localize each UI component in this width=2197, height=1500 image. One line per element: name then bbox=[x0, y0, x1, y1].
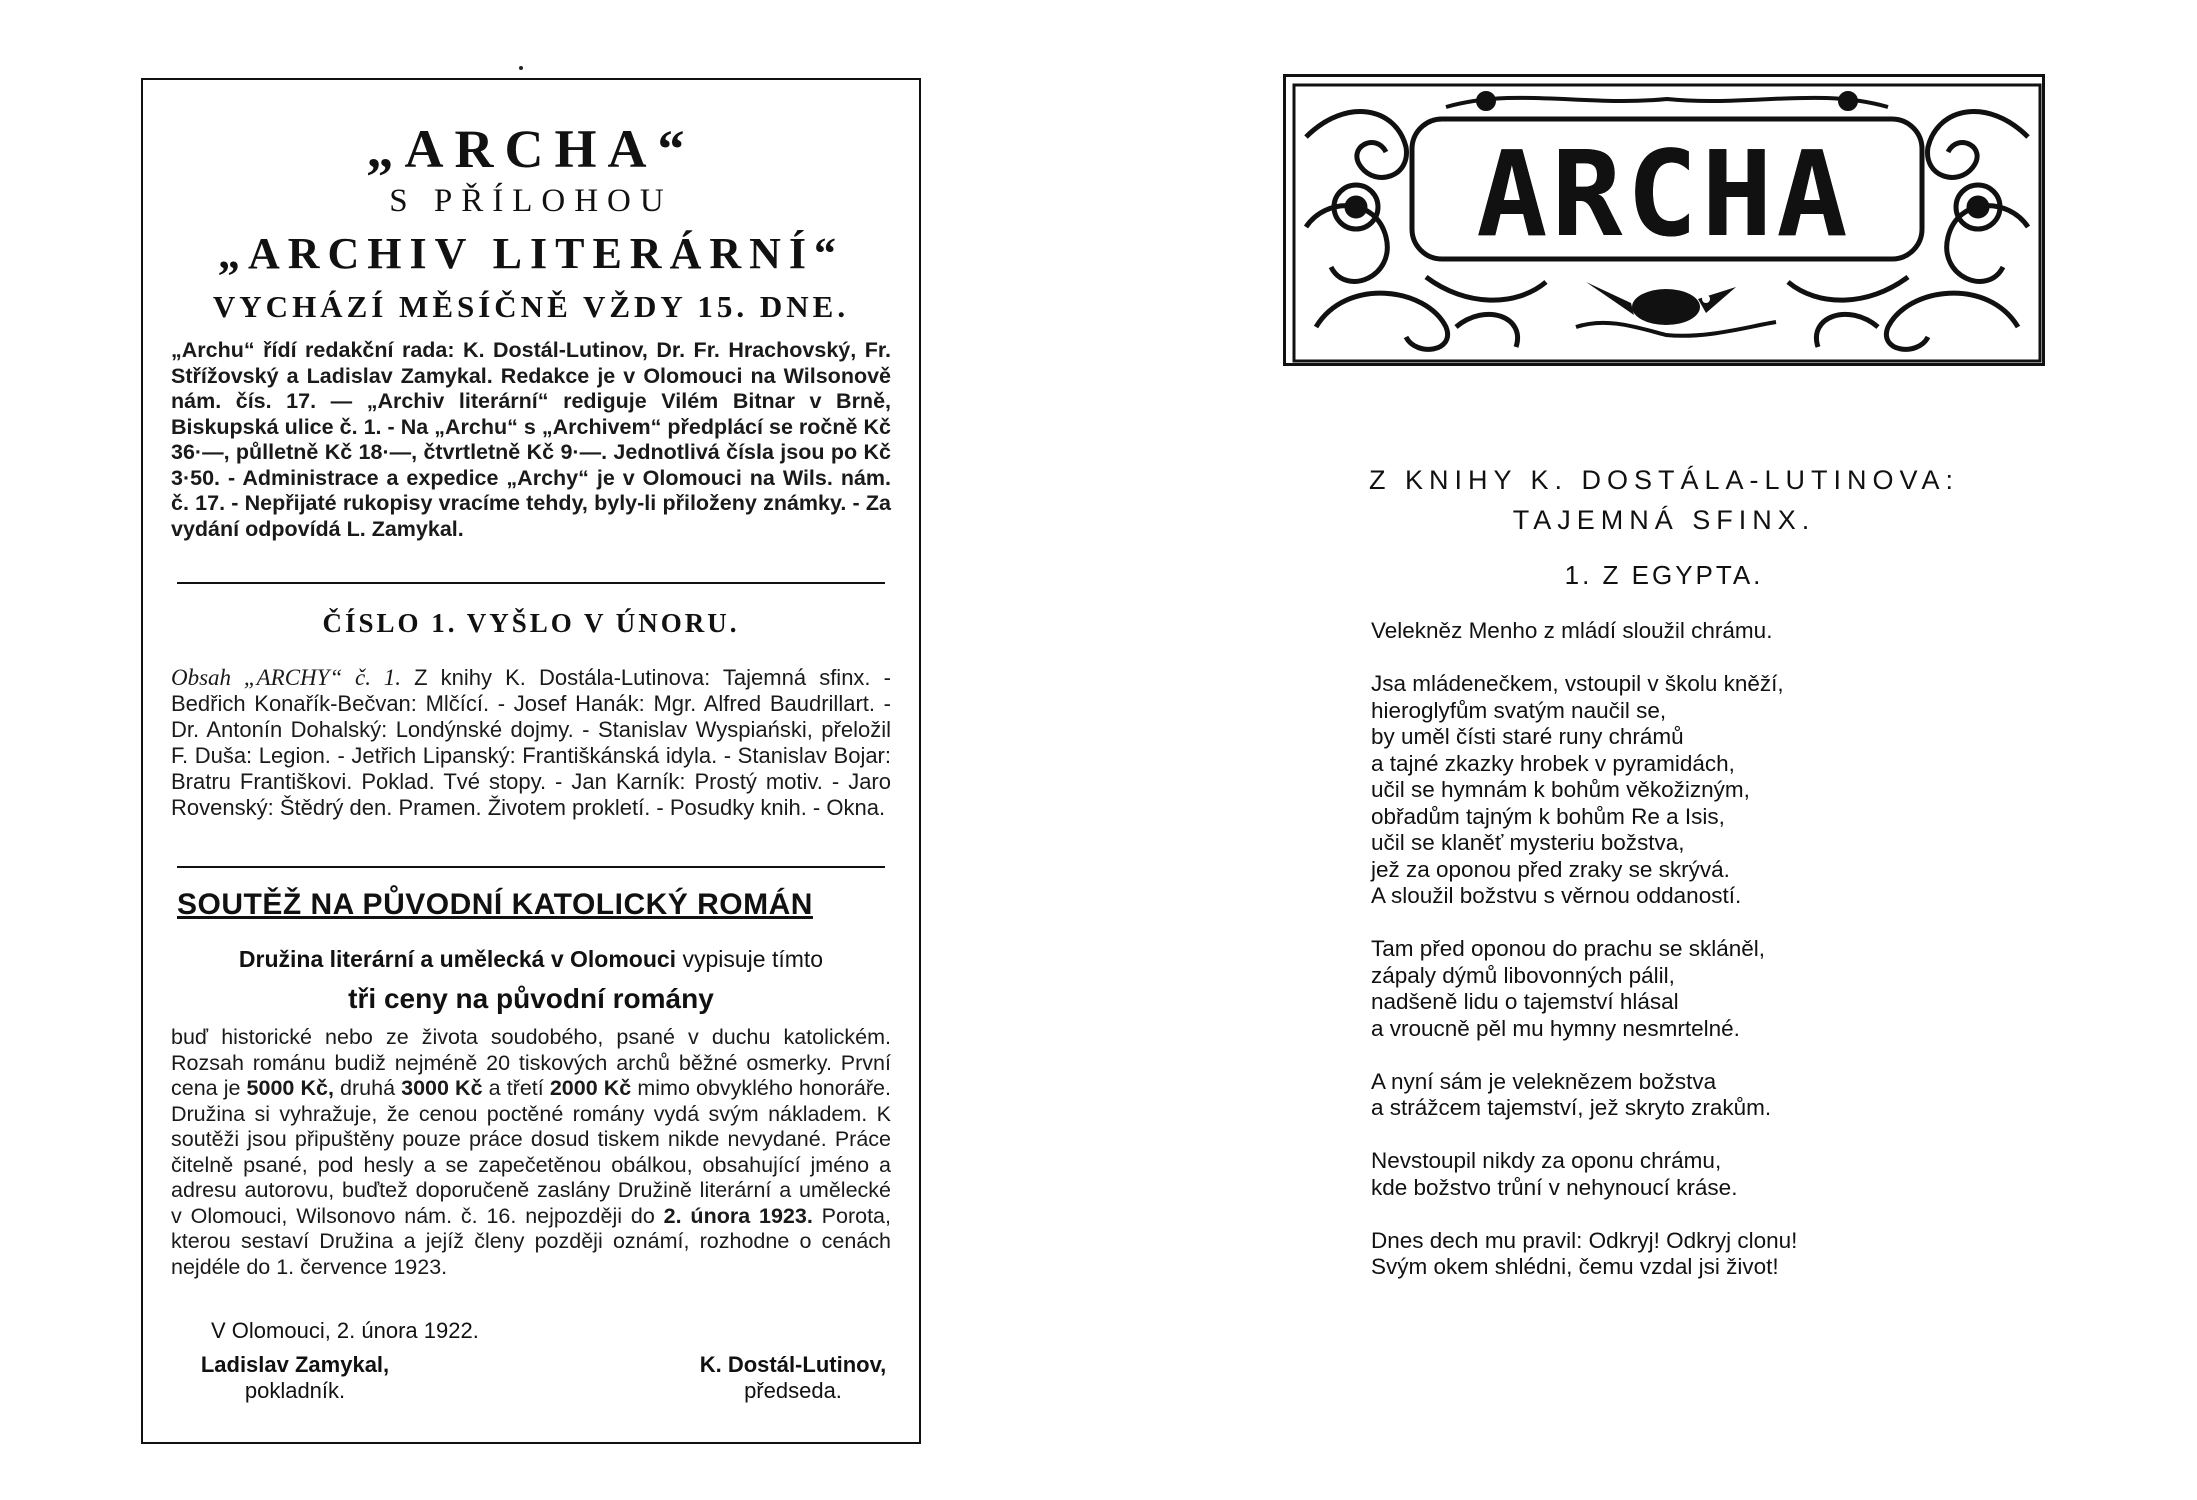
poem-body bbox=[1371, 618, 2021, 1307]
poem-stanza bbox=[1371, 1069, 2021, 1122]
divider bbox=[177, 866, 885, 868]
poem-heading bbox=[1283, 460, 2045, 540]
poem-line: Svým okem shlédni, čemu vzdal jsi život! bbox=[1371, 1254, 1779, 1279]
supplement-title: „ARCHIV LITERÁRNÍ“ bbox=[217, 229, 845, 278]
organizer-name: Družina literární a umělecká v Olomouci bbox=[238, 946, 677, 972]
organizer-rest: vypisuje tímto bbox=[682, 946, 824, 972]
contents-paragraph bbox=[171, 665, 891, 821]
poem-line: a strážcem tajemství, jež skryto zrakům. bbox=[1371, 1095, 1772, 1120]
poem-line: Tam před oponou do prachu se skláněl, bbox=[1371, 936, 1766, 961]
date-line: V Olomouci, 2. února 1922. bbox=[211, 1318, 479, 1343]
contest-details bbox=[171, 1025, 891, 1280]
publication-frequency: VYCHÁZÍ MĚSÍČNĚ VŽDY 15. DNE. bbox=[212, 289, 850, 324]
poem-line: a tajné zkazky hrobek v pyramidách, bbox=[1371, 750, 1735, 776]
contest-deadline: 2. února 1923. bbox=[663, 1203, 813, 1228]
advertisement-box bbox=[141, 78, 921, 1444]
contest-text: Porota, kterou sestaví Družina a jejíž členy později oznámí, rozhodne o cenách nejdéle do 1. července 1923. bbox=[171, 1203, 891, 1279]
banner-title: ARCHA bbox=[1476, 125, 1852, 263]
contest-text: a třetí bbox=[488, 1076, 544, 1100]
contents-list: Z knihy K. Dostála-Lutinova: Tajemná sfinx. - Bedřich Konařík-Bečvan: Mlčící. - Josef Hanák: Mgr. Alfred Baudrillart. - Dr. Antonín Dohalský: Londýnské dojmy. - Stanislav Wyspiański, přeložil F. Duša: Legion. - Jetřich Lipanský: Františkánská idyla. - Stanislav Bojar: Bratru Františkovi. Poklad. Tvé stopy. - Jan Karník: Prostý motiv. - Jaro Rovenský: Štědrý den. Pramen. Životem prokletí. - Posudky knih. - Okna. bbox=[171, 665, 891, 820]
contest-prizes: tři ceny na původní romány bbox=[348, 983, 714, 1014]
prize-third: 2000 Kč bbox=[549, 1076, 632, 1100]
poem-heading-line: TAJEMNÁ SFINX. bbox=[1512, 505, 1816, 535]
contest-text: buď historické nebo ze života soudobého, psané v duchu katolickém. Rozsah románu budiž nejméně 20 tiskových archů běžné osmerky. První cena je bbox=[171, 1025, 891, 1100]
signature-role: pokladník. bbox=[244, 1378, 346, 1403]
poem-line: A sloužil božstvu s věrnou oddaností. bbox=[1371, 883, 1742, 908]
poem-line: jež za oponou před zraky se skrývá. bbox=[1371, 856, 1730, 882]
signature-role: předseda. bbox=[744, 1378, 842, 1403]
poem-stanza bbox=[1371, 671, 2021, 910]
issue-heading: ČÍSLO 1. VYŠLO V ÚNORU. bbox=[322, 608, 740, 638]
poem-line: Dnes dech mu pravil: Odkryj! Odkryj clonu! bbox=[1371, 1227, 1798, 1253]
signature-name: K. Dostál-Lutinov, bbox=[699, 1352, 887, 1377]
poem-line: by uměl čísti staré runy chrámů bbox=[1371, 724, 1684, 749]
stray-dot bbox=[519, 66, 523, 70]
poem-stanza bbox=[1371, 1148, 2021, 1201]
contest-text: mimo obvyklého honoráře. Družina si vyhražuje, že cenou poctěné romány vydá svým nákladem. K soutěži jsou připuštěny pouze práce dosud tiskem nikde nevydané. Práce čitelně psané, pod hesly a se zapečetěnou obálkou, obsahující jméno a adresu autorovu, buďtež doporučeně zaslány Družině literární a umělecké v Olomouci, Wilsonovo nám. č. 16. nejpozději do bbox=[171, 1076, 891, 1228]
contest-text: druhá bbox=[340, 1076, 396, 1100]
prize-first: 5000 Kč, bbox=[246, 1076, 334, 1100]
poem-line: učil se klaněť mysteriu božstva, bbox=[1371, 830, 1685, 855]
poem-line: zápaly dýmů libovonných pálil, bbox=[1371, 962, 1675, 988]
editorial-info: „Archu“ řídí redakční rada: K. Dostál-Lutinov, Dr. Fr. Hrachovský, Fr. Střížovský a Ladislav Zamykal. Redakce je v Olomouci na Wilsonově nám. čís. 17. — „Archiv literární“ rediguje Vilém Bitnar v Brně, Biskupská ulice č. 1. - Na „Archu“ s „Archivem“ předplácí se ročně Kč 36·—, půlletně Kč 18·—, čtvrtletně Kč 9·—. Jednotlivá čísla jsou po Kč 3·50. - Administrace a expedice „Archy“ je v Olomouci na Wils. nám. č. 17. - Nepřijaté rukopisy vracíme tehdy, byly-li přiloženy známky. - Za vydání odpovídá L. Zamykal. bbox=[171, 338, 891, 541]
poem-stanza bbox=[1371, 618, 2021, 645]
poem-stanza bbox=[1371, 936, 2021, 1042]
contents-lead: Obsah „ARCHY“ č. 1. bbox=[171, 665, 401, 690]
poem-line: Nevstoupil nikdy za oponu chrámu, bbox=[1371, 1148, 1722, 1173]
ornamental-banner bbox=[1283, 74, 2045, 366]
poem-line: Velekněz Menho z mládí sloužil chrámu. bbox=[1371, 618, 1773, 643]
divider bbox=[177, 582, 885, 584]
poem-line: kde božstvo trůní v nehynoucí kráse. bbox=[1371, 1174, 1738, 1200]
subtitle: S PŘÍLOHOU bbox=[389, 183, 673, 219]
poem-line: nadšeně lidu o tajemství hlásal bbox=[1371, 989, 1679, 1014]
contest-organizer bbox=[143, 946, 919, 973]
poem-line: učil se hymnám k bohům věkožizným, bbox=[1371, 777, 1750, 802]
poem-stanza bbox=[1371, 1228, 2021, 1281]
poem-line: Jsa mládenečkem, vstoupil v školu kněží, bbox=[1371, 671, 1784, 696]
prize-second: 3000 Kč bbox=[401, 1076, 483, 1100]
signature-name: Ladislav Zamykal, bbox=[200, 1352, 390, 1377]
poem-line: hieroglyfům svatým naučil se, bbox=[1371, 697, 1667, 723]
poem-line: obřadům tajným k bohům Re a Isis, bbox=[1371, 803, 1725, 829]
contest-heading: SOUTĚŽ NA PŮVODNÍ KATOLICKÝ ROMÁN bbox=[177, 888, 813, 921]
poem-heading-line: Z KNIHY K. DOSTÁLA-LUTINOVA: bbox=[1368, 465, 1960, 495]
poem-section-title: 1. Z EGYPTA. bbox=[1564, 560, 1764, 590]
signature-chairman bbox=[673, 1352, 913, 1404]
signature-treasurer bbox=[165, 1352, 425, 1404]
poem-line: A nyní sám je veleknězem božstva bbox=[1371, 1068, 1717, 1094]
magazine-title: „ARCHA“ bbox=[366, 119, 696, 179]
poem-line: a vroucně pěl mu hymny nesmrtelné. bbox=[1371, 1015, 1740, 1041]
